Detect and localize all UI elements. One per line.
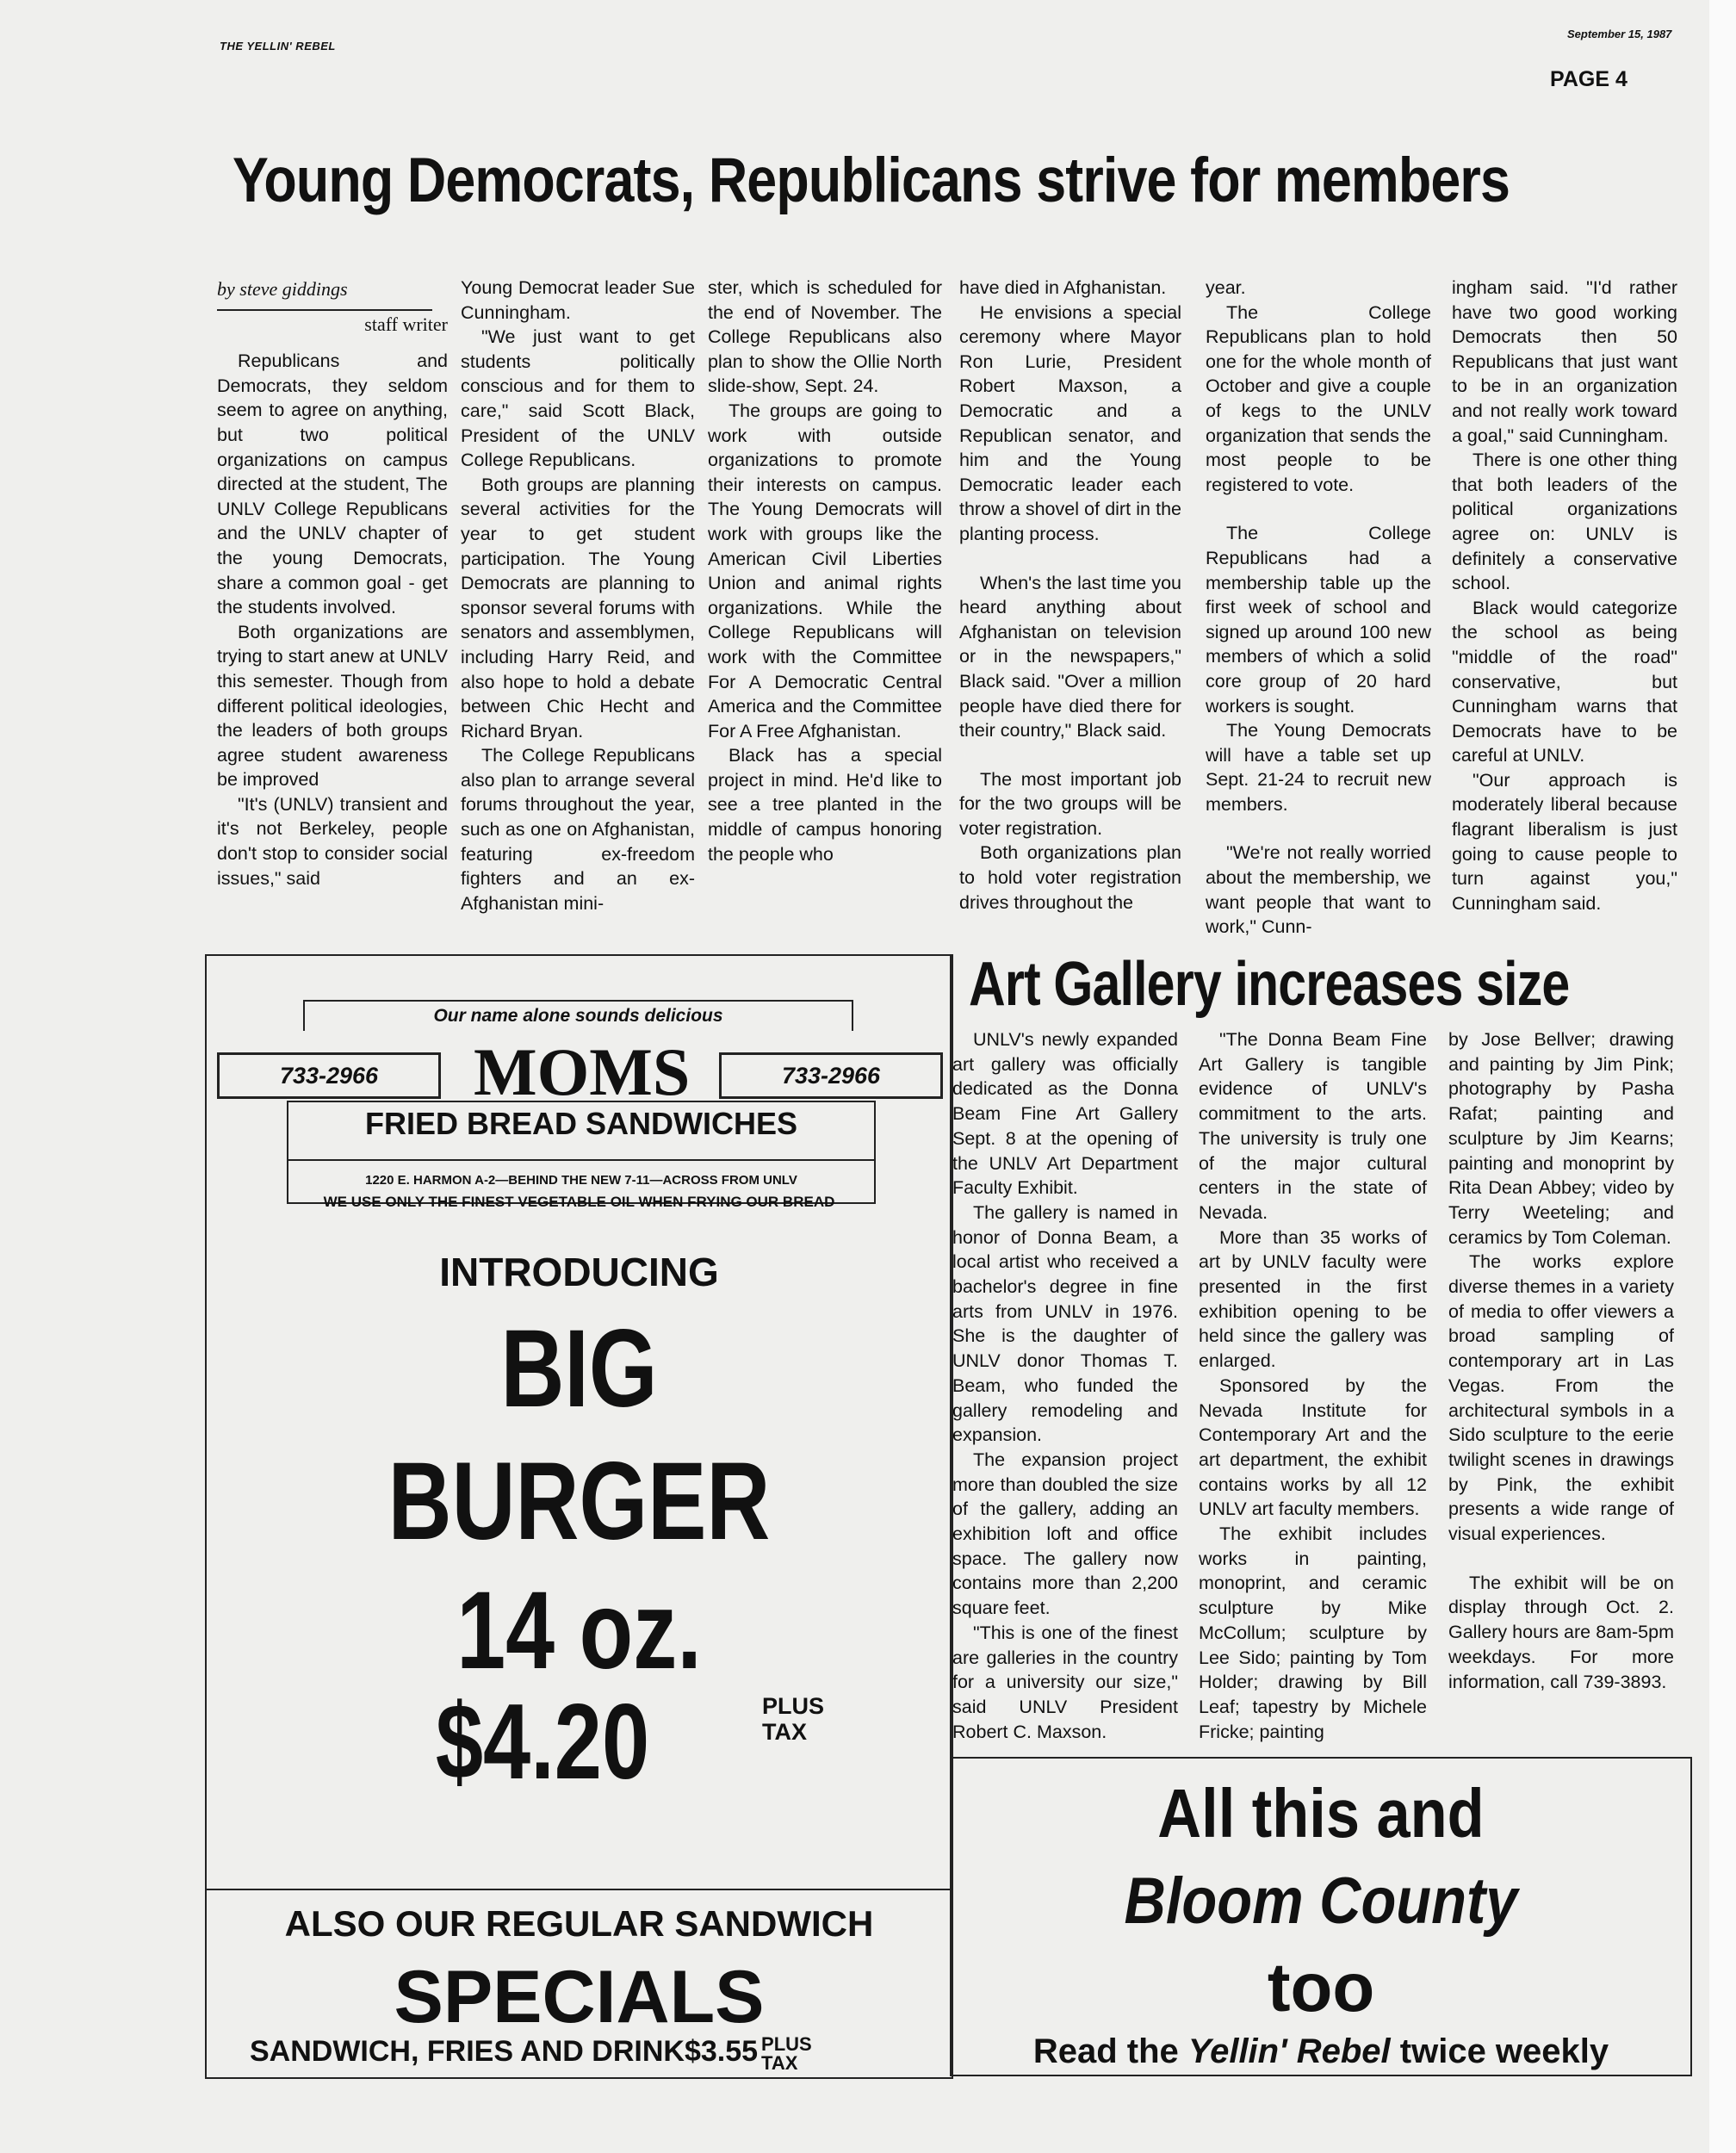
story-column-1 xyxy=(217,276,448,890)
ad-divider xyxy=(207,1889,952,1890)
paragraph: ster, which is scheduled for the end of November. The College Republicans also plan to show the Ollie North slide-show, Sept. 24. xyxy=(708,277,942,397)
paragraph: "The Donna Beam Fine Art Gallery is tangible evidence of UNLV's commitment to the arts. The university is truly one of the major cultural centers in the state of Nevada. xyxy=(1199,1029,1427,1223)
plus-tax-note xyxy=(762,1693,824,1745)
paragraph: Sponsored by the Nevada Institute for Contemporary Art and the art department, the exhibit contains works by all 12 UNLV art faculty members. xyxy=(1199,1374,1427,1520)
combo-plus: PLUS xyxy=(761,2033,812,2055)
bloom-county-promo xyxy=(950,1757,1692,2076)
phone-number-right: 733-2966 xyxy=(719,1052,943,1099)
paragraph: ingham said. "I'd rather have two good working Democrats then 50 Republicans that just want to be in an organization and not really work toward a goal," said Cunningham. xyxy=(1452,277,1677,446)
paragraph: "This is one of the finest are galleries in the country for a university our size," said UNLV President Robert C. Maxson. xyxy=(952,1622,1178,1742)
story-column-2 xyxy=(461,276,695,915)
paragraph: The works explore diverse themes in a variety of media to offer viewers a broad sampling of contemporary art in Las Vegas. From the architectural symbols in a Sido sculpture to the eerie twilight scenes in drawings by Pink, the exhibit presents a wide range of visual experiences. xyxy=(1448,1251,1674,1545)
promo-line-4-end: twice weekly xyxy=(1390,2032,1609,2070)
paragraph: Black would categorize the school as being "middle of the road" conservative, but Cunningham warns that Democrats have to be careful at UNLV. xyxy=(1452,597,1677,766)
paragraph: The Young Democrats will have a table set up Sept. 21-24 to recruit new members. xyxy=(1206,720,1431,815)
paragraph: by Jose Bellver; drawing and painting by Jim Pink; photography by Pasha Rafat; painting and sculpture by Jim Kearns; painting and monoprint by Rita Dean Abbey; video by Terry Weeteling; and ceramics by Tom Coleman. xyxy=(1448,1029,1674,1248)
combo-label: SANDWICH, FRIES AND DRINK xyxy=(250,2035,685,2068)
paragraph: The College Republicans plan to hold one for the whole month of October and give a couple of kegs to the UNLV organization that sends the most people to be registered to vote. xyxy=(1206,301,1431,495)
paragraph: Black has a special project in mind. He'd like to see a tree planted in the middle of campus honoring the people who xyxy=(708,745,942,865)
specials-label: SPECIALS xyxy=(394,1956,765,2038)
paragraph: He envisions a special ceremony where Mayor Ron Lurie, President Robert Maxson, a Democratic and a Republican senator, and him and the Young Democratic leader each throw a shovel of dirt in the planting process. xyxy=(959,301,1181,544)
paragraph: Both organizations plan to hold voter registration drives throughout the xyxy=(959,842,1181,913)
issue-date: September 15, 1987 xyxy=(1567,28,1672,40)
paragraph: "We're not really worried about the membership, we want people that want to work," Cunn- xyxy=(1206,842,1431,938)
gallery-headline: Art Gallery increases size xyxy=(969,950,1570,1019)
big-label: BIG xyxy=(500,1307,658,1430)
promo-line-2: Bloom County xyxy=(1124,1864,1518,1938)
column-divider xyxy=(950,954,952,1757)
oil-note: WE USE ONLY THE FINEST VEGETABLE OIL WHEN FRYING OUR BREAD xyxy=(323,1194,835,1210)
paragraph: The College Republicans had a membership table up the first week of school and signed up around 100 new members of which a solid core group of 20 hard workers is sought. xyxy=(1206,523,1431,717)
paragraph: The groups are going to work with outside organizations to promote their interests on campus. The Young Democrats will work with groups like the American Civil Liberties Union and animal rights organizations. While the College Republicans will work with the Committee For A Democratic Central America and the Committee For A Free Afghanistan. xyxy=(708,400,942,741)
story-headline: Young Democrats, Republicans strive for members xyxy=(232,146,1510,215)
paragraph: The gallery is named in honor of Donna Beam, a local artist who received a bachelor's degree in fine arts from UNLV in 1976. She is the daughter of UNLV donor Thomas T. Beam, who funded the gallery remodeling and expansion. xyxy=(952,1201,1178,1446)
paragraph: The exhibit will be on display through Oct. 2. Gallery hours are 8am-5pm weekdays. For more information, call 739-3893. xyxy=(1448,1572,1674,1692)
paragraph: The most important job for the two groups will be voter registration. xyxy=(959,768,1181,839)
moms-advertisement xyxy=(205,954,953,2079)
burger-price: $4.20 xyxy=(435,1683,650,1802)
combo-tax: TAX xyxy=(761,2052,798,2074)
plus-label: PLUS xyxy=(762,1693,825,1719)
phone-number-left: 733-2966 xyxy=(217,1052,441,1099)
paragraph: Republicans and Democrats, they seldom seem to agree on anything, but two political organizations on campus directed at the student, The UNLV College Republicans and the UNLV chapter of the young Democrats, share a common goal - get the students involved. xyxy=(217,351,448,618)
paragraph: More than 35 works of art by UNLV faculty were presented in the first exhibition opening to be held since the gallery was enlarged. xyxy=(1199,1226,1427,1372)
introducing-label: INTRODUCING xyxy=(439,1250,719,1294)
paragraph: UNLV's newly expanded art gallery was officially dedicated as the Donna Beam Fine Art Gallery Sept. 8 at the opening of the UNLV Art Department Faculty Exhibit. xyxy=(952,1029,1178,1199)
paragraph: "We just want to get students politically conscious and for them to care," said Scott Black, President of the UNLV College Republicans. xyxy=(461,326,695,471)
story-column-5 xyxy=(1206,276,1431,940)
burger-size: 14 oz. xyxy=(456,1569,702,1692)
paragraph: When's the last time you heard anything about Afghanistan on television or in the newspapers," Black said. "Over a million people have died there for their country," Black said. xyxy=(959,572,1181,741)
byline-role: staff writer xyxy=(364,313,448,335)
paragraph: There is one other thing that both leaders of the political organizations agree on: UNLV is definitely a conservative school. xyxy=(1452,450,1677,594)
page-edge xyxy=(1709,0,1736,2153)
paragraph: The exhibit includes works in painting, monoprint, and ceramic sculpture by Mike McCollum; sculpture by Lee Sido; painting by Tom Holder; drawing by Bill Leaf; tapestry by Michele Fricke; painting xyxy=(1199,1523,1427,1742)
promo-line-1: All this and xyxy=(1157,1775,1485,1852)
page-number: PAGE 4 xyxy=(1550,67,1628,91)
paper-name: THE YELLIN' REBEL xyxy=(220,40,336,53)
promo-line-4-start: Read the xyxy=(1032,2032,1188,2070)
paragraph: Young Democrat leader Sue Cunningham. xyxy=(461,277,695,323)
paragraph: The expansion project more than doubled the size of the gallery, adding an exhibition loft and office space. The gallery now contains more than 2,200 square feet. xyxy=(952,1449,1178,1619)
paragraph: Both organizations are trying to start anew at UNLV this semester. Though from different political ideologies, the leaders of both groups agree student awareness be improved xyxy=(217,621,448,791)
promo-line-3: too xyxy=(1267,1949,1375,2026)
paragraph: "Our approach is moderately liberal because flagrant liberalism is just going to cause people to turn against you," Cunningham said. xyxy=(1452,769,1677,914)
story-column-4 xyxy=(959,276,1181,915)
gallery-column-3 xyxy=(1448,1027,1674,1694)
also-label: ALSO OUR REGULAR SANDWICH xyxy=(284,1903,874,1944)
brand-logo: MOMS xyxy=(474,1034,691,1109)
byline: by steve giddings xyxy=(217,278,348,300)
paragraph: "It's (UNLV) transient and it's not Berkeley, people don't stop to consider social issues," said xyxy=(217,793,448,889)
byline-rule xyxy=(217,309,432,311)
gallery-column-1 xyxy=(952,1027,1178,1744)
burger-label: BURGER xyxy=(388,1440,771,1563)
paragraph: year. xyxy=(1206,277,1246,298)
paragraph: Both groups are planning several activities for the year to get student participation. The Young Democrats are planning to sponsor several forums with senators and assemblymen, including Harry Reid, and also hope to hold a debate between Chic Hecht and Richard Bryan. xyxy=(461,474,695,741)
combo-price: $3.55 xyxy=(684,2035,759,2068)
combo-tax-note xyxy=(761,2035,812,2073)
product-name: FRIED BREAD SANDWICHES xyxy=(364,1106,797,1141)
product-box xyxy=(287,1101,876,1204)
promo-line-4 xyxy=(952,2032,1690,2071)
tax-label: TAX xyxy=(762,1719,807,1745)
story-column-6 xyxy=(1452,276,1677,915)
story-column-3 xyxy=(708,276,942,866)
paragraph: The College Republicans also plan to arrange several forums throughout the year, such as one on Afghanistan, featuring ex-freedom fighters and an ex-Afghanistan mini- xyxy=(461,745,695,914)
gallery-column-2 xyxy=(1199,1027,1427,1744)
combo-offer xyxy=(250,2035,812,2073)
ad-tagline: Our name alone sounds delicious xyxy=(303,1000,853,1031)
store-address: 1220 E. HARMON A-2—BEHIND THE NEW 7-11—ACROSS FROM UNLV xyxy=(288,1159,874,1188)
paragraph: have died in Afghanistan. xyxy=(959,277,1167,298)
promo-paper-title: Yellin' Rebel xyxy=(1187,2032,1391,2070)
